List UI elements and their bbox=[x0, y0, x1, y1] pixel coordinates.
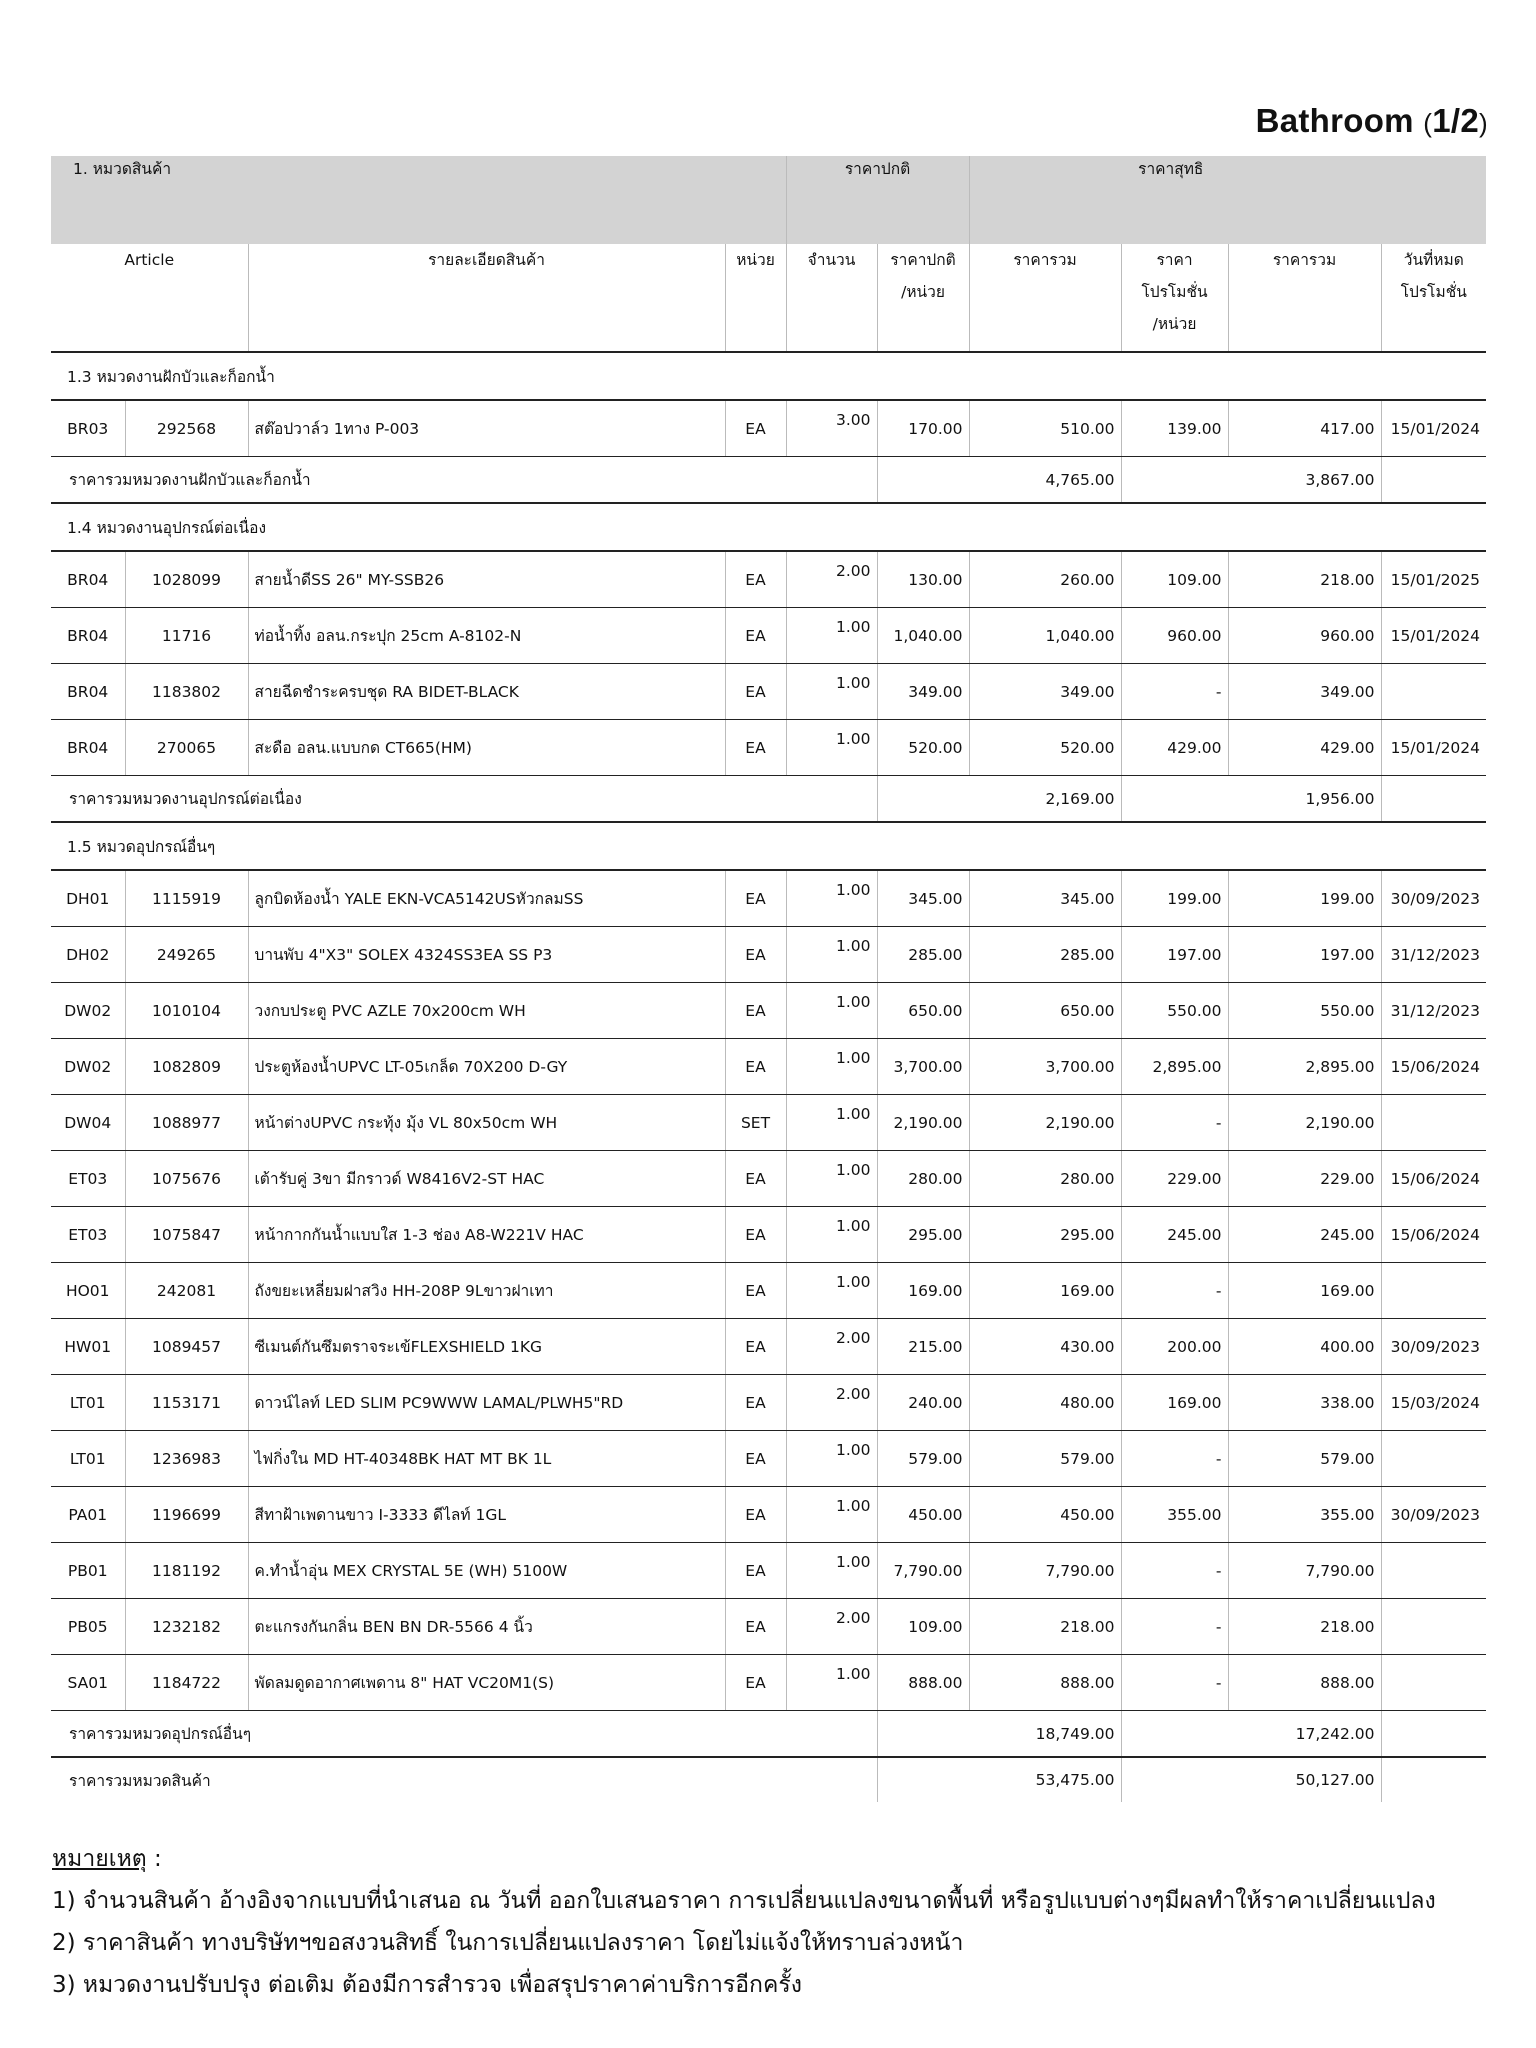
col-total: ราคารวม bbox=[969, 244, 1121, 352]
table-row bbox=[51, 1151, 1486, 1207]
item-promo-end: 15/03/2024 bbox=[1381, 1375, 1486, 1431]
item-net-total: 245.00 bbox=[1228, 1207, 1381, 1263]
item-description: ถังขยะเหลี่ยมฝาสวิง HH-208P 9Lขาวฝาเทา bbox=[248, 1263, 725, 1319]
table-row bbox=[51, 1095, 1486, 1151]
net-price-group-header: ราคาสุทธิ bbox=[969, 156, 1486, 244]
item-unit-price: 650.00 bbox=[877, 983, 969, 1039]
item-unit-price: 109.00 bbox=[877, 1599, 969, 1655]
item-promo-price: - bbox=[1121, 1655, 1228, 1711]
title-page-number: 1/2 bbox=[1432, 102, 1480, 139]
item-promo-end: 15/06/2024 bbox=[1381, 1039, 1486, 1095]
table-row bbox=[51, 1039, 1486, 1095]
item-description: เต้ารับคู่ 3ขา มีกราวด์ W8416V2-ST HAC bbox=[248, 1151, 725, 1207]
item-unit: EA bbox=[725, 551, 786, 608]
section-title: 1.3 หมวดงานฝักบัวและก็อกน้ำ bbox=[51, 352, 1486, 400]
subtotal-normal: 18,749.00 bbox=[877, 1711, 1121, 1758]
item-total: 260.00 bbox=[969, 551, 1121, 608]
notes-heading: หมายเหตุ : bbox=[52, 1846, 162, 1872]
item-unit-price: 280.00 bbox=[877, 1151, 969, 1207]
grand-total-empty bbox=[1381, 1757, 1486, 1802]
item-unit: EA bbox=[725, 983, 786, 1039]
item-description: ท่อน้ำทิ้ง อลน.กระปุก 25cm A-8102-N bbox=[248, 608, 725, 664]
item-promo-price: - bbox=[1121, 1431, 1228, 1487]
item-net-total: 550.00 bbox=[1228, 983, 1381, 1039]
item-unit-price: 295.00 bbox=[877, 1207, 969, 1263]
article-code: PB05 bbox=[51, 1599, 125, 1655]
item-unit: EA bbox=[725, 1319, 786, 1375]
article-sku: 1232182 bbox=[125, 1599, 248, 1655]
item-net-total: 429.00 bbox=[1228, 720, 1381, 776]
item-promo-price: 355.00 bbox=[1121, 1487, 1228, 1543]
item-unit-price: 450.00 bbox=[877, 1487, 969, 1543]
item-total: 3,700.00 bbox=[969, 1039, 1121, 1095]
item-qty: 2.00 bbox=[786, 551, 877, 608]
item-promo-end: 31/12/2023 bbox=[1381, 927, 1486, 983]
article-sku: 1082809 bbox=[125, 1039, 248, 1095]
item-promo-end bbox=[1381, 1263, 1486, 1319]
item-promo-end: 15/06/2024 bbox=[1381, 1151, 1486, 1207]
article-sku: 1075676 bbox=[125, 1151, 248, 1207]
item-promo-price: 139.00 bbox=[1121, 400, 1228, 457]
table-row bbox=[51, 400, 1486, 457]
table-row bbox=[51, 664, 1486, 720]
item-unit: EA bbox=[725, 1039, 786, 1095]
table-row bbox=[51, 1655, 1486, 1711]
col-article: Article bbox=[51, 244, 248, 352]
item-promo-price: 960.00 bbox=[1121, 608, 1228, 664]
grand-total-row bbox=[51, 1757, 1486, 1802]
subtotal-normal: 2,169.00 bbox=[877, 776, 1121, 823]
item-net-total: 417.00 bbox=[1228, 400, 1381, 457]
note-line: 1) จำนวนสินค้า อ้างอิงจากแบบที่นำเสนอ ณ วันที่ ออกใบเสนอราคา การเปลี่ยนแปลงขนาดพื้นที่ หรือรูปแบบต่างๆมีผลทำให้ราคาเปลี่ยนแปลง bbox=[52, 1888, 1436, 1914]
item-unit: EA bbox=[725, 400, 786, 457]
article-sku: 249265 bbox=[125, 927, 248, 983]
article-code: SA01 bbox=[51, 1655, 125, 1711]
article-code: DW04 bbox=[51, 1095, 125, 1151]
item-description: สายฉีดชำระครบชุด RA BIDET-BLACK bbox=[248, 664, 725, 720]
item-promo-price: 2,895.00 bbox=[1121, 1039, 1228, 1095]
item-total: 650.00 bbox=[969, 983, 1121, 1039]
article-code: ET03 bbox=[51, 1151, 125, 1207]
item-total: 1,040.00 bbox=[969, 608, 1121, 664]
item-qty: 1.00 bbox=[786, 1431, 877, 1487]
item-qty: 1.00 bbox=[786, 1263, 877, 1319]
col-description: รายละเอียดสินค้า bbox=[248, 244, 725, 352]
note-line: 2) ราคาสินค้า ทางบริษัทฯขอสงวนสิทธิ์ ในการเปลี่ยนแปลงราคา โดยไม่แจ้งให้ทราบล่วงหน้า bbox=[52, 1930, 964, 1956]
item-unit: EA bbox=[725, 1151, 786, 1207]
subtotal-empty bbox=[1381, 776, 1486, 823]
item-promo-price: - bbox=[1121, 664, 1228, 720]
item-total: 579.00 bbox=[969, 1431, 1121, 1487]
item-net-total: 355.00 bbox=[1228, 1487, 1381, 1543]
table-row bbox=[51, 870, 1486, 927]
item-unit: EA bbox=[725, 1431, 786, 1487]
item-unit: EA bbox=[725, 870, 786, 927]
article-code: HW01 bbox=[51, 1319, 125, 1375]
subtotal-row bbox=[51, 776, 1486, 823]
article-code: BR04 bbox=[51, 720, 125, 776]
article-sku: 1196699 bbox=[125, 1487, 248, 1543]
item-promo-end: 31/12/2023 bbox=[1381, 983, 1486, 1039]
article-code: DH01 bbox=[51, 870, 125, 927]
subtotal-label: ราคารวมหมวดงานฝักบัวและก็อกน้ำ bbox=[51, 457, 877, 504]
article-sku: 1089457 bbox=[125, 1319, 248, 1375]
article-code: DH02 bbox=[51, 927, 125, 983]
normal-price-group-header: ราคาปกติ bbox=[786, 156, 969, 244]
item-net-total: 338.00 bbox=[1228, 1375, 1381, 1431]
item-unit-price: 349.00 bbox=[877, 664, 969, 720]
item-total: 480.00 bbox=[969, 1375, 1121, 1431]
category-header: 1. หมวดสินค้า bbox=[51, 156, 786, 244]
grand-total-normal: 53,475.00 bbox=[877, 1757, 1121, 1802]
item-qty: 1.00 bbox=[786, 1487, 877, 1543]
item-unit: EA bbox=[725, 1655, 786, 1711]
item-net-total: 960.00 bbox=[1228, 608, 1381, 664]
item-qty: 1.00 bbox=[786, 983, 877, 1039]
article-code: BR03 bbox=[51, 400, 125, 457]
article-code: BR04 bbox=[51, 551, 125, 608]
table-row bbox=[51, 1543, 1486, 1599]
col-promo-price: ราคา โปรโมชั่น /หน่วย bbox=[1121, 244, 1228, 352]
item-description: ไฟกิ่งใน MD HT-40348BK HAT MT BK 1L bbox=[248, 1431, 725, 1487]
item-qty: 1.00 bbox=[786, 664, 877, 720]
item-description: ประตูห้องน้ำUPVC LT-05เกล็ด 70X200 D-GY bbox=[248, 1039, 725, 1095]
section-header-row bbox=[51, 503, 1486, 551]
col-net-total: ราคารวม bbox=[1228, 244, 1381, 352]
subtotal-label: ราคารวมหมวดอุปกรณ์อื่นๆ bbox=[51, 1711, 877, 1758]
article-sku: 1153171 bbox=[125, 1375, 248, 1431]
item-qty: 1.00 bbox=[786, 1095, 877, 1151]
item-net-total: 888.00 bbox=[1228, 1655, 1381, 1711]
item-unit-price: 130.00 bbox=[877, 551, 969, 608]
table-row bbox=[51, 927, 1486, 983]
item-net-total: 2,895.00 bbox=[1228, 1039, 1381, 1095]
table-row bbox=[51, 983, 1486, 1039]
item-unit-price: 888.00 bbox=[877, 1655, 969, 1711]
item-total: 218.00 bbox=[969, 1599, 1121, 1655]
item-total: 169.00 bbox=[969, 1263, 1121, 1319]
item-net-total: 7,790.00 bbox=[1228, 1543, 1381, 1599]
item-promo-end bbox=[1381, 1095, 1486, 1151]
table-row bbox=[51, 720, 1486, 776]
table-row bbox=[51, 1375, 1486, 1431]
item-total: 450.00 bbox=[969, 1487, 1121, 1543]
item-promo-end bbox=[1381, 1431, 1486, 1487]
item-qty: 1.00 bbox=[786, 720, 877, 776]
item-unit: EA bbox=[725, 1375, 786, 1431]
col-promo-end: วันที่หมด โปรโมชั่น bbox=[1381, 244, 1486, 352]
item-description: ตะแกรงกันกลิ่น BEN BN DR-5566 4 นิ้ว bbox=[248, 1599, 725, 1655]
item-unit: EA bbox=[725, 608, 786, 664]
item-unit-price: 240.00 bbox=[877, 1375, 969, 1431]
item-promo-end: 15/01/2025 bbox=[1381, 551, 1486, 608]
subtotal-net: 17,242.00 bbox=[1121, 1711, 1381, 1758]
item-description: ดาวน์ไลท์ LED SLIM PC9WWW LAMAL/PLWH5"RD bbox=[248, 1375, 725, 1431]
item-total: 2,190.00 bbox=[969, 1095, 1121, 1151]
article-sku: 1181192 bbox=[125, 1543, 248, 1599]
item-description: บานพับ 4"X3" SOLEX 4324SS3EA SS P3 bbox=[248, 927, 725, 983]
item-total: 285.00 bbox=[969, 927, 1121, 983]
page-title bbox=[1256, 102, 1488, 140]
item-unit-price: 7,790.00 bbox=[877, 1543, 969, 1599]
table-row bbox=[51, 1207, 1486, 1263]
table-row bbox=[51, 1319, 1486, 1375]
item-promo-price: 245.00 bbox=[1121, 1207, 1228, 1263]
table-row bbox=[51, 608, 1486, 664]
item-unit-price: 520.00 bbox=[877, 720, 969, 776]
item-net-total: 197.00 bbox=[1228, 927, 1381, 983]
item-total: 430.00 bbox=[969, 1319, 1121, 1375]
article-sku: 1075847 bbox=[125, 1207, 248, 1263]
item-promo-price: - bbox=[1121, 1095, 1228, 1151]
article-sku: 11716 bbox=[125, 608, 248, 664]
item-qty: 1.00 bbox=[786, 870, 877, 927]
item-description: หน้ากากกันน้ำแบบใส 1-3 ช่อง A8-W221V HAC bbox=[248, 1207, 725, 1263]
item-unit: EA bbox=[725, 927, 786, 983]
item-unit: EA bbox=[725, 1263, 786, 1319]
item-promo-end: 15/01/2024 bbox=[1381, 720, 1486, 776]
item-description: สะดือ อลน.แบบกด CT665(HM) bbox=[248, 720, 725, 776]
section-header-row bbox=[51, 352, 1486, 400]
item-promo-end: 15/06/2024 bbox=[1381, 1207, 1486, 1263]
item-qty: 2.00 bbox=[786, 1375, 877, 1431]
item-qty: 1.00 bbox=[786, 1039, 877, 1095]
item-unit: EA bbox=[725, 664, 786, 720]
item-promo-price: - bbox=[1121, 1543, 1228, 1599]
article-code: DW02 bbox=[51, 1039, 125, 1095]
item-total: 349.00 bbox=[969, 664, 1121, 720]
item-unit: SET bbox=[725, 1095, 786, 1151]
item-total: 520.00 bbox=[969, 720, 1121, 776]
item-qty: 1.00 bbox=[786, 927, 877, 983]
table-row bbox=[51, 1431, 1486, 1487]
item-qty: 1.00 bbox=[786, 608, 877, 664]
item-unit-price: 3,700.00 bbox=[877, 1039, 969, 1095]
item-net-total: 400.00 bbox=[1228, 1319, 1381, 1375]
item-total: 510.00 bbox=[969, 400, 1121, 457]
item-promo-price: 229.00 bbox=[1121, 1151, 1228, 1207]
grand-total-net: 50,127.00 bbox=[1121, 1757, 1381, 1802]
item-total: 280.00 bbox=[969, 1151, 1121, 1207]
item-description: สายน้ำดีSS 26" MY-SSB26 bbox=[248, 551, 725, 608]
item-promo-price: 199.00 bbox=[1121, 870, 1228, 927]
item-total: 7,790.00 bbox=[969, 1543, 1121, 1599]
item-unit: EA bbox=[725, 1207, 786, 1263]
item-promo-end bbox=[1381, 1543, 1486, 1599]
item-net-total: 229.00 bbox=[1228, 1151, 1381, 1207]
article-sku: 1010104 bbox=[125, 983, 248, 1039]
col-qty: จำนวน bbox=[786, 244, 877, 352]
subtotal-empty bbox=[1381, 457, 1486, 504]
item-promo-price: 550.00 bbox=[1121, 983, 1228, 1039]
subtotal-row bbox=[51, 1711, 1486, 1758]
article-sku: 242081 bbox=[125, 1263, 248, 1319]
item-net-total: 218.00 bbox=[1228, 551, 1381, 608]
subtotal-row bbox=[51, 457, 1486, 504]
section-title: 1.5 หมวดอุปกรณ์อื่นๆ bbox=[51, 822, 1486, 870]
notes bbox=[52, 1838, 1436, 2006]
item-promo-end: 30/09/2023 bbox=[1381, 870, 1486, 927]
subtotal-label: ราคารวมหมวดงานอุปกรณ์ต่อเนื่อง bbox=[51, 776, 877, 823]
item-unit-price: 215.00 bbox=[877, 1319, 969, 1375]
item-unit: EA bbox=[725, 1487, 786, 1543]
article-code: BR04 bbox=[51, 608, 125, 664]
section-header-row bbox=[51, 822, 1486, 870]
price-table bbox=[51, 156, 1486, 1802]
article-code: LT01 bbox=[51, 1431, 125, 1487]
item-unit: EA bbox=[725, 720, 786, 776]
item-unit-price: 169.00 bbox=[877, 1263, 969, 1319]
article-sku: 1115919 bbox=[125, 870, 248, 927]
title-main: Bathroom bbox=[1255, 102, 1414, 139]
article-code: DW02 bbox=[51, 983, 125, 1039]
article-sku: 1088977 bbox=[125, 1095, 248, 1151]
subtotal-net: 3,867.00 bbox=[1121, 457, 1381, 504]
item-unit-price: 170.00 bbox=[877, 400, 969, 457]
table-row bbox=[51, 551, 1486, 608]
group-header-row bbox=[51, 156, 1486, 244]
subtotal-normal: 4,765.00 bbox=[877, 457, 1121, 504]
article-sku: 1028099 bbox=[125, 551, 248, 608]
section-title: 1.4 หมวดงานอุปกรณ์ต่อเนื่อง bbox=[51, 503, 1486, 551]
item-promo-price: - bbox=[1121, 1599, 1228, 1655]
article-code: LT01 bbox=[51, 1375, 125, 1431]
item-description: หน้าต่างUPVC กระทุ้ง มุ้ง VL 80x50cm WH bbox=[248, 1095, 725, 1151]
item-promo-end bbox=[1381, 664, 1486, 720]
item-unit-price: 579.00 bbox=[877, 1431, 969, 1487]
item-description: ค.ทำน้ำอุ่น MEX CRYSTAL 5E (WH) 5100W bbox=[248, 1543, 725, 1599]
item-qty: 2.00 bbox=[786, 1319, 877, 1375]
title-paren-open: ( bbox=[1423, 108, 1433, 138]
item-qty: 1.00 bbox=[786, 1207, 877, 1263]
item-net-total: 349.00 bbox=[1228, 664, 1381, 720]
item-promo-end: 30/09/2023 bbox=[1381, 1487, 1486, 1543]
item-qty: 2.00 bbox=[786, 1599, 877, 1655]
article-sku: 270065 bbox=[125, 720, 248, 776]
grand-total-label: ราคารวมหมวดสินค้า bbox=[69, 1771, 211, 1790]
item-unit-price: 1,040.00 bbox=[877, 608, 969, 664]
item-qty: 3.00 bbox=[786, 400, 877, 457]
item-unit-price: 285.00 bbox=[877, 927, 969, 983]
item-total: 888.00 bbox=[969, 1655, 1121, 1711]
article-code: PB01 bbox=[51, 1543, 125, 1599]
item-promo-price: 429.00 bbox=[1121, 720, 1228, 776]
title-paren-close: ) bbox=[1479, 108, 1488, 138]
item-promo-end: 30/09/2023 bbox=[1381, 1319, 1486, 1375]
article-code: PA01 bbox=[51, 1487, 125, 1543]
item-qty: 1.00 bbox=[786, 1543, 877, 1599]
article-sku: 1184722 bbox=[125, 1655, 248, 1711]
item-promo-price: 109.00 bbox=[1121, 551, 1228, 608]
article-sku: 292568 bbox=[125, 400, 248, 457]
item-unit-price: 2,190.00 bbox=[877, 1095, 969, 1151]
item-promo-end: 15/01/2024 bbox=[1381, 400, 1486, 457]
item-description: พัดลมดูดอากาศเพดาน 8" HAT VC20M1(S) bbox=[248, 1655, 725, 1711]
article-sku: 1236983 bbox=[125, 1431, 248, 1487]
item-description: ลูกบิดห้องน้ำ YALE EKN-VCA5142USหัวกลมSS bbox=[248, 870, 725, 927]
item-net-total: 169.00 bbox=[1228, 1263, 1381, 1319]
item-unit-price: 345.00 bbox=[877, 870, 969, 927]
item-promo-price: 200.00 bbox=[1121, 1319, 1228, 1375]
table-row bbox=[51, 1487, 1486, 1543]
item-promo-price: 197.00 bbox=[1121, 927, 1228, 983]
item-net-total: 218.00 bbox=[1228, 1599, 1381, 1655]
item-promo-end bbox=[1381, 1599, 1486, 1655]
item-promo-end: 15/01/2024 bbox=[1381, 608, 1486, 664]
table-body bbox=[51, 352, 1486, 1802]
item-description: วงกบประตู PVC AZLE 70x200cm WH bbox=[248, 983, 725, 1039]
article-code: HO01 bbox=[51, 1263, 125, 1319]
article-code: BR04 bbox=[51, 664, 125, 720]
col-unit-price: ราคาปกติ /หน่วย bbox=[877, 244, 969, 352]
item-unit: EA bbox=[725, 1543, 786, 1599]
subtotal-net: 1,956.00 bbox=[1121, 776, 1381, 823]
table-row bbox=[51, 1263, 1486, 1319]
item-promo-price: 169.00 bbox=[1121, 1375, 1228, 1431]
item-unit: EA bbox=[725, 1599, 786, 1655]
item-net-total: 579.00 bbox=[1228, 1431, 1381, 1487]
item-qty: 1.00 bbox=[786, 1151, 877, 1207]
item-promo-price: - bbox=[1121, 1263, 1228, 1319]
table-row bbox=[51, 1599, 1486, 1655]
col-unit: หน่วย bbox=[725, 244, 786, 352]
item-net-total: 2,190.00 bbox=[1228, 1095, 1381, 1151]
article-code: ET03 bbox=[51, 1207, 125, 1263]
item-net-total: 199.00 bbox=[1228, 870, 1381, 927]
item-promo-end bbox=[1381, 1655, 1486, 1711]
subtotal-empty bbox=[1381, 1711, 1486, 1758]
item-description: สีทาฝ้าเพดานขาว I-3333 ดีไลท์ 1GL bbox=[248, 1487, 725, 1543]
item-total: 295.00 bbox=[969, 1207, 1121, 1263]
note-line: 3) หมวดงานปรับปรุง ต่อเติม ต้องมีการสำรวจ เพื่อสรุปราคาค่าบริการอีกครั้ง bbox=[52, 1972, 802, 1998]
item-description: สต๊อปวาล์ว 1ทาง P-003 bbox=[248, 400, 725, 457]
item-description: ซีเมนต์กันซึมตราจระเข้FLEXSHIELD 1KG bbox=[248, 1319, 725, 1375]
item-total: 345.00 bbox=[969, 870, 1121, 927]
article-sku: 1183802 bbox=[125, 664, 248, 720]
column-header-row bbox=[51, 244, 1486, 352]
item-qty: 1.00 bbox=[786, 1655, 877, 1711]
